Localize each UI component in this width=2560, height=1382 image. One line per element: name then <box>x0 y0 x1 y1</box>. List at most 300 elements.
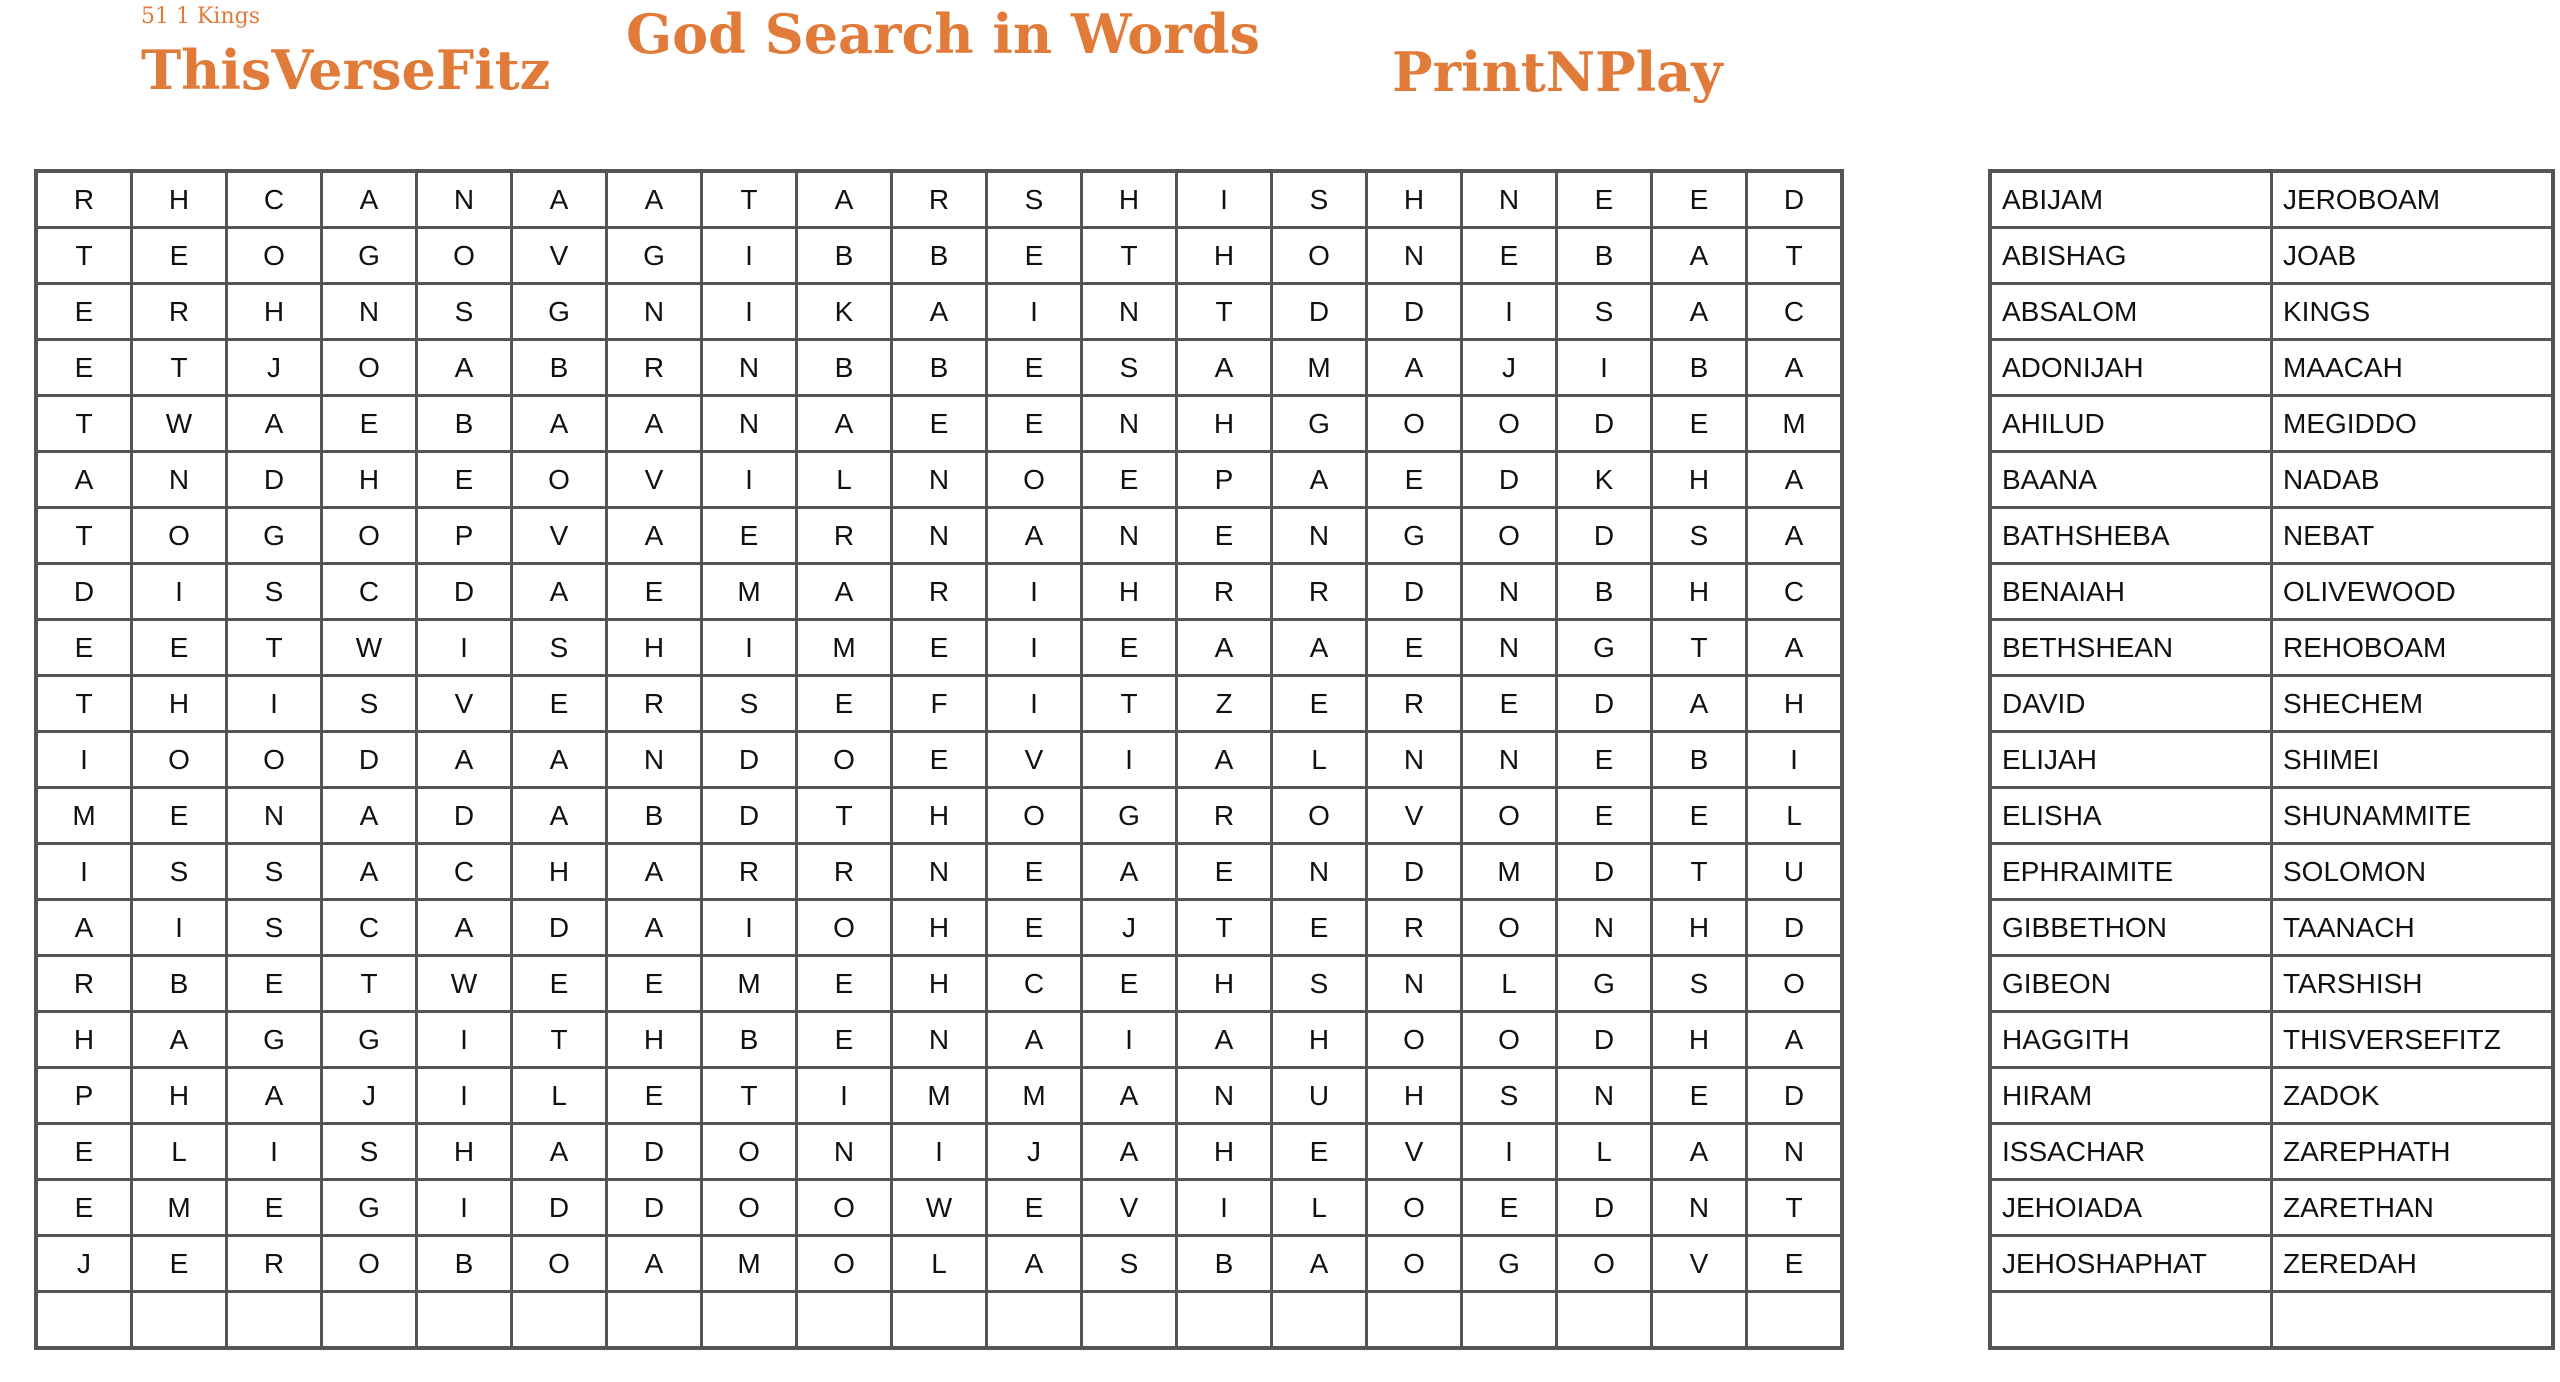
grid-cell <box>797 1292 892 1349</box>
grid-cell: D <box>607 1124 702 1180</box>
grid-cell: E <box>1462 228 1557 284</box>
grid-cell: C <box>1747 284 1843 340</box>
grid-cell: R <box>892 564 987 620</box>
grid-cell: D <box>1747 900 1843 956</box>
grid-cell: D <box>1272 284 1367 340</box>
word-row <box>1990 1012 2553 1068</box>
grid-cell: O <box>1747 956 1843 1012</box>
word-row <box>1990 564 2553 620</box>
grid-cell: A <box>1082 844 1177 900</box>
grid-cell: H <box>132 1068 227 1124</box>
grid-cell: S <box>322 1124 417 1180</box>
grid-cell: A <box>1747 620 1843 676</box>
grid-cell: T <box>1747 1180 1843 1236</box>
grid-row <box>36 171 1842 228</box>
grid-cell: A <box>607 508 702 564</box>
grid-cell: Z <box>1177 676 1272 732</box>
grid-cell: G <box>512 284 607 340</box>
grid-cell: I <box>702 620 797 676</box>
grid-cell: N <box>1082 284 1177 340</box>
grid-cell: A <box>322 171 417 228</box>
grid-cell: G <box>1082 788 1177 844</box>
word-row <box>1990 676 2553 732</box>
grid-cell: S <box>227 844 322 900</box>
grid-cell: H <box>892 788 987 844</box>
grid-cell: T <box>702 171 797 228</box>
grid-cell: O <box>1367 1012 1462 1068</box>
grid-cell: N <box>607 732 702 788</box>
grid-cell: O <box>1272 788 1367 844</box>
grid-cell: T <box>1652 844 1747 900</box>
grid-cell: C <box>322 564 417 620</box>
grid-cell: A <box>36 452 132 508</box>
grid-cell: O <box>702 1124 797 1180</box>
grid-cell: A <box>1747 452 1843 508</box>
grid-cell: P <box>1177 452 1272 508</box>
grid-cell: A <box>322 844 417 900</box>
grid-cell: D <box>1367 564 1462 620</box>
grid-cell: E <box>987 1180 1082 1236</box>
word-cell: ABISHAG <box>1990 228 2272 284</box>
grid-cell: I <box>702 452 797 508</box>
grid-cell: B <box>797 228 892 284</box>
grid-row <box>36 1124 1842 1180</box>
grid-cell: R <box>132 284 227 340</box>
grid-cell: E <box>1462 676 1557 732</box>
grid-row <box>36 1292 1842 1349</box>
grid-cell: H <box>132 171 227 228</box>
grid-cell: N <box>132 452 227 508</box>
grid-cell: R <box>702 844 797 900</box>
grid-cell: A <box>1272 452 1367 508</box>
word-cell: ADONIJAH <box>1990 340 2272 396</box>
grid-cell: M <box>36 788 132 844</box>
word-cell: SHUNAMMITE <box>2272 788 2554 844</box>
grid-cell: T <box>36 508 132 564</box>
grid-cell: I <box>417 1012 512 1068</box>
grid-cell: N <box>1462 732 1557 788</box>
grid-row <box>36 900 1842 956</box>
grid-cell: C <box>987 956 1082 1012</box>
grid-cell: S <box>227 900 322 956</box>
grid-cell <box>702 1292 797 1349</box>
grid-cell: O <box>1462 396 1557 452</box>
word-row <box>1990 171 2553 228</box>
grid-cell: B <box>607 788 702 844</box>
grid-cell: O <box>1462 900 1557 956</box>
grid-cell: E <box>702 508 797 564</box>
word-cell: BATHSHEBA <box>1990 508 2272 564</box>
grid-cell: N <box>1652 1180 1747 1236</box>
grid-cell: A <box>797 171 892 228</box>
grid-cell: I <box>797 1068 892 1124</box>
grid-row <box>36 676 1842 732</box>
grid-cell <box>132 1292 227 1349</box>
grid-cell: S <box>1462 1068 1557 1124</box>
grid-cell: N <box>1367 732 1462 788</box>
grid-cell: H <box>1082 171 1177 228</box>
grid-cell: I <box>987 284 1082 340</box>
grid-cell: O <box>797 1180 892 1236</box>
grid-cell: A <box>512 396 607 452</box>
grid-cell: O <box>512 452 607 508</box>
word-row <box>1990 788 2553 844</box>
grid-cell <box>322 1292 417 1349</box>
grid-cell: E <box>1652 1068 1747 1124</box>
grid-cell: O <box>1367 1180 1462 1236</box>
grid-cell: E <box>1082 620 1177 676</box>
grid-cell: T <box>36 396 132 452</box>
grid-cell: J <box>987 1124 1082 1180</box>
grid-cell: B <box>417 396 512 452</box>
grid-cell: N <box>1272 508 1367 564</box>
grid-cell: E <box>1652 171 1747 228</box>
grid-cell: H <box>227 284 322 340</box>
grid-cell: I <box>1177 1180 1272 1236</box>
word-cell: GIBBETHON <box>1990 900 2272 956</box>
grid-cell <box>892 1292 987 1349</box>
word-cell: ZEREDAH <box>2272 1236 2554 1292</box>
grid-cell: H <box>417 1124 512 1180</box>
grid-cell: D <box>1557 844 1652 900</box>
grid-cell: M <box>892 1068 987 1124</box>
grid-cell: A <box>1082 1068 1177 1124</box>
grid-cell: E <box>797 676 892 732</box>
grid-cell: K <box>1557 452 1652 508</box>
grid-cell: V <box>417 676 512 732</box>
grid-cell: L <box>512 1068 607 1124</box>
grid-cell: R <box>607 340 702 396</box>
grid-cell: S <box>322 676 417 732</box>
grid-cell: E <box>892 620 987 676</box>
word-cell: SHECHEM <box>2272 676 2554 732</box>
word-cell: MAACAH <box>2272 340 2554 396</box>
grid-cell: M <box>797 620 892 676</box>
grid-cell: V <box>512 508 607 564</box>
grid-cell: S <box>227 564 322 620</box>
grid-cell <box>1177 1292 1272 1349</box>
grid-cell: T <box>1082 676 1177 732</box>
grid-cell: T <box>702 1068 797 1124</box>
word-cell: EPHRAIMITE <box>1990 844 2272 900</box>
word-cell: AHILUD <box>1990 396 2272 452</box>
grid-cell: T <box>1652 620 1747 676</box>
grid-cell: A <box>227 396 322 452</box>
grid-cell: H <box>1652 452 1747 508</box>
grid-cell: I <box>1177 171 1272 228</box>
grid-cell: H <box>512 844 607 900</box>
grid-cell: S <box>1272 171 1367 228</box>
grid-cell: B <box>1177 1236 1272 1292</box>
grid-cell: D <box>512 900 607 956</box>
grid-cell: B <box>702 1012 797 1068</box>
grid-cell: J <box>1082 900 1177 956</box>
grid-cell: A <box>512 1124 607 1180</box>
grid-cell: O <box>797 1236 892 1292</box>
grid-cell: H <box>892 956 987 1012</box>
grid-cell: A <box>1652 228 1747 284</box>
grid-cell: L <box>1272 732 1367 788</box>
word-cell: DAVID <box>1990 676 2272 732</box>
grid-cell: N <box>227 788 322 844</box>
grid-cell: A <box>1177 1012 1272 1068</box>
grid-cell: H <box>1652 900 1747 956</box>
puzzle-title: God Search in Words <box>626 2 1260 66</box>
grid-cell: D <box>417 788 512 844</box>
grid-row <box>36 452 1842 508</box>
word-cell: ZAREPHATH <box>2272 1124 2554 1180</box>
grid-cell: D <box>36 564 132 620</box>
grid-cell <box>607 1292 702 1349</box>
grid-cell: M <box>702 1236 797 1292</box>
grid-cell: E <box>322 396 417 452</box>
grid-row <box>36 1236 1842 1292</box>
grid-cell: E <box>1177 844 1272 900</box>
grid-cell: U <box>1272 1068 1367 1124</box>
grid-cell: G <box>1272 396 1367 452</box>
grid-cell: R <box>797 508 892 564</box>
grid-cell: A <box>1177 620 1272 676</box>
grid-cell: N <box>1367 956 1462 1012</box>
grid-cell <box>417 1292 512 1349</box>
grid-cell: E <box>607 956 702 1012</box>
grid-cell: I <box>1082 1012 1177 1068</box>
grid-row <box>36 340 1842 396</box>
grid-cell: V <box>512 228 607 284</box>
grid-cell: E <box>512 676 607 732</box>
word-cell: BENAIAH <box>1990 564 2272 620</box>
grid-cell: L <box>132 1124 227 1180</box>
grid-cell: A <box>1747 1012 1843 1068</box>
grid-cell: N <box>702 340 797 396</box>
grid-cell: A <box>512 788 607 844</box>
grid-cell: O <box>1272 228 1367 284</box>
grid-cell: E <box>132 228 227 284</box>
grid-cell: E <box>1652 396 1747 452</box>
grid-cell: O <box>987 788 1082 844</box>
grid-cell: G <box>227 508 322 564</box>
grid-cell: M <box>1462 844 1557 900</box>
grid-cell: E <box>36 620 132 676</box>
word-row <box>1990 508 2553 564</box>
grid-cell: O <box>1367 396 1462 452</box>
grid-cell: A <box>417 900 512 956</box>
grid-cell: K <box>797 284 892 340</box>
grid-cell: E <box>1082 452 1177 508</box>
grid-row <box>36 508 1842 564</box>
word-cell: HIRAM <box>1990 1068 2272 1124</box>
grid-cell: W <box>892 1180 987 1236</box>
grid-cell: N <box>702 396 797 452</box>
grid-cell: L <box>1462 956 1557 1012</box>
grid-cell: N <box>1462 564 1557 620</box>
word-row <box>1990 396 2553 452</box>
grid-cell: A <box>512 564 607 620</box>
grid-cell: I <box>36 844 132 900</box>
grid-cell: I <box>702 900 797 956</box>
grid-cell: E <box>1557 732 1652 788</box>
grid-cell: L <box>1747 788 1843 844</box>
grid-cell: N <box>797 1124 892 1180</box>
grid-cell: S <box>1557 284 1652 340</box>
grid-cell: A <box>512 171 607 228</box>
grid-cell: O <box>1367 1236 1462 1292</box>
grid-row <box>36 620 1842 676</box>
grid-cell <box>1557 1292 1652 1349</box>
grid-row <box>36 564 1842 620</box>
grid-cell: S <box>1082 1236 1177 1292</box>
grid-cell: O <box>797 732 892 788</box>
word-list <box>1988 169 2555 1350</box>
grid-cell: W <box>322 620 417 676</box>
grid-cell: D <box>702 732 797 788</box>
word-row <box>1990 620 2553 676</box>
grid-row <box>36 732 1842 788</box>
grid-cell: E <box>36 340 132 396</box>
grid-cell: O <box>132 732 227 788</box>
grid-cell: H <box>322 452 417 508</box>
grid-cell: A <box>607 844 702 900</box>
grid-cell: A <box>1747 340 1843 396</box>
grid-cell: C <box>417 844 512 900</box>
grid-cell: D <box>512 1180 607 1236</box>
grid-cell: G <box>1367 508 1462 564</box>
grid-cell <box>1272 1292 1367 1349</box>
grid-cell: I <box>417 1068 512 1124</box>
grid-cell: I <box>1082 732 1177 788</box>
grid-cell: N <box>417 171 512 228</box>
grid-cell: A <box>1177 340 1272 396</box>
grid-cell: D <box>1557 508 1652 564</box>
grid-cell: I <box>132 564 227 620</box>
grid-cell: E <box>797 1012 892 1068</box>
grid-cell: N <box>1557 1068 1652 1124</box>
word-cell: BAANA <box>1990 452 2272 508</box>
grid-cell: A <box>1652 676 1747 732</box>
grid-cell: A <box>987 1236 1082 1292</box>
grid-cell: D <box>417 564 512 620</box>
grid-cell: E <box>987 844 1082 900</box>
grid-cell: D <box>1557 1012 1652 1068</box>
word-row <box>1990 732 2553 788</box>
grid-cell: E <box>987 396 1082 452</box>
grid-cell: S <box>1652 956 1747 1012</box>
grid-cell <box>1367 1292 1462 1349</box>
grid-cell: D <box>1462 452 1557 508</box>
grid-cell: E <box>987 900 1082 956</box>
grid-cell: I <box>227 676 322 732</box>
grid-row <box>36 956 1842 1012</box>
grid-cell: E <box>892 732 987 788</box>
grid-cell <box>227 1292 322 1349</box>
grid-row <box>36 396 1842 452</box>
grid-cell: I <box>227 1124 322 1180</box>
grid-cell: E <box>1367 620 1462 676</box>
grid-cell: T <box>322 956 417 1012</box>
grid-cell: A <box>417 732 512 788</box>
grid-cell: N <box>892 452 987 508</box>
word-cell: ABIJAM <box>1990 171 2272 228</box>
grid-cell: T <box>1082 228 1177 284</box>
grid-cell: H <box>1367 171 1462 228</box>
grid-cell: O <box>512 1236 607 1292</box>
grid-cell: R <box>1177 564 1272 620</box>
word-cell: ELIJAH <box>1990 732 2272 788</box>
grid-cell: E <box>892 396 987 452</box>
grid-cell: H <box>1177 956 1272 1012</box>
grid-cell: A <box>1082 1124 1177 1180</box>
grid-cell: G <box>227 1012 322 1068</box>
grid-cell: M <box>1747 396 1843 452</box>
grid-cell: A <box>1272 620 1367 676</box>
grid-cell: A <box>227 1068 322 1124</box>
word-cell: JEHOIADA <box>1990 1180 2272 1236</box>
word-row <box>1990 1236 2553 1292</box>
grid-cell: E <box>1272 900 1367 956</box>
grid-cell: V <box>1082 1180 1177 1236</box>
grid-row <box>36 1180 1842 1236</box>
grid-cell: E <box>1177 508 1272 564</box>
grid-cell: L <box>1272 1180 1367 1236</box>
grid-cell: J <box>1462 340 1557 396</box>
grid-cell: O <box>1462 1012 1557 1068</box>
grid-cell: E <box>417 452 512 508</box>
grid-cell: V <box>607 452 702 508</box>
grid-cell: B <box>1652 340 1747 396</box>
grid-cell: H <box>1367 1068 1462 1124</box>
grid-cell: H <box>1747 676 1843 732</box>
grid-cell: V <box>1652 1236 1747 1292</box>
grid-cell: L <box>797 452 892 508</box>
grid-cell: S <box>132 844 227 900</box>
grid-cell: R <box>607 676 702 732</box>
grid-cell: E <box>36 284 132 340</box>
grid-cell: A <box>607 900 702 956</box>
grid-cell: H <box>607 1012 702 1068</box>
word-row <box>1990 284 2553 340</box>
grid-row <box>36 284 1842 340</box>
grid-cell <box>512 1292 607 1349</box>
grid-cell: I <box>417 1180 512 1236</box>
grid-cell: E <box>607 564 702 620</box>
word-cell: BETHSHEAN <box>1990 620 2272 676</box>
grid-cell: O <box>1462 788 1557 844</box>
grid-cell: A <box>322 788 417 844</box>
grid-cell: D <box>1367 844 1462 900</box>
word-cell <box>2272 1292 2554 1349</box>
grid-cell: M <box>987 1068 1082 1124</box>
grid-cell: A <box>417 340 512 396</box>
grid-cell: A <box>797 564 892 620</box>
grid-cell: N <box>1747 1124 1843 1180</box>
grid-cell: A <box>797 396 892 452</box>
grid-cell: C <box>322 900 417 956</box>
grid-cell: A <box>607 171 702 228</box>
word-cell: SOLOMON <box>2272 844 2554 900</box>
grid-cell: I <box>1462 284 1557 340</box>
grid-cell: T <box>36 676 132 732</box>
grid-cell: I <box>987 620 1082 676</box>
grid-cell: I <box>1462 1124 1557 1180</box>
grid-cell: O <box>702 1180 797 1236</box>
grid-cell <box>1462 1292 1557 1349</box>
grid-cell: A <box>132 1012 227 1068</box>
grid-cell: B <box>1652 732 1747 788</box>
grid-cell <box>1652 1292 1747 1349</box>
grid-cell: A <box>607 1236 702 1292</box>
grid-cell: D <box>1557 396 1652 452</box>
grid-cell: J <box>36 1236 132 1292</box>
